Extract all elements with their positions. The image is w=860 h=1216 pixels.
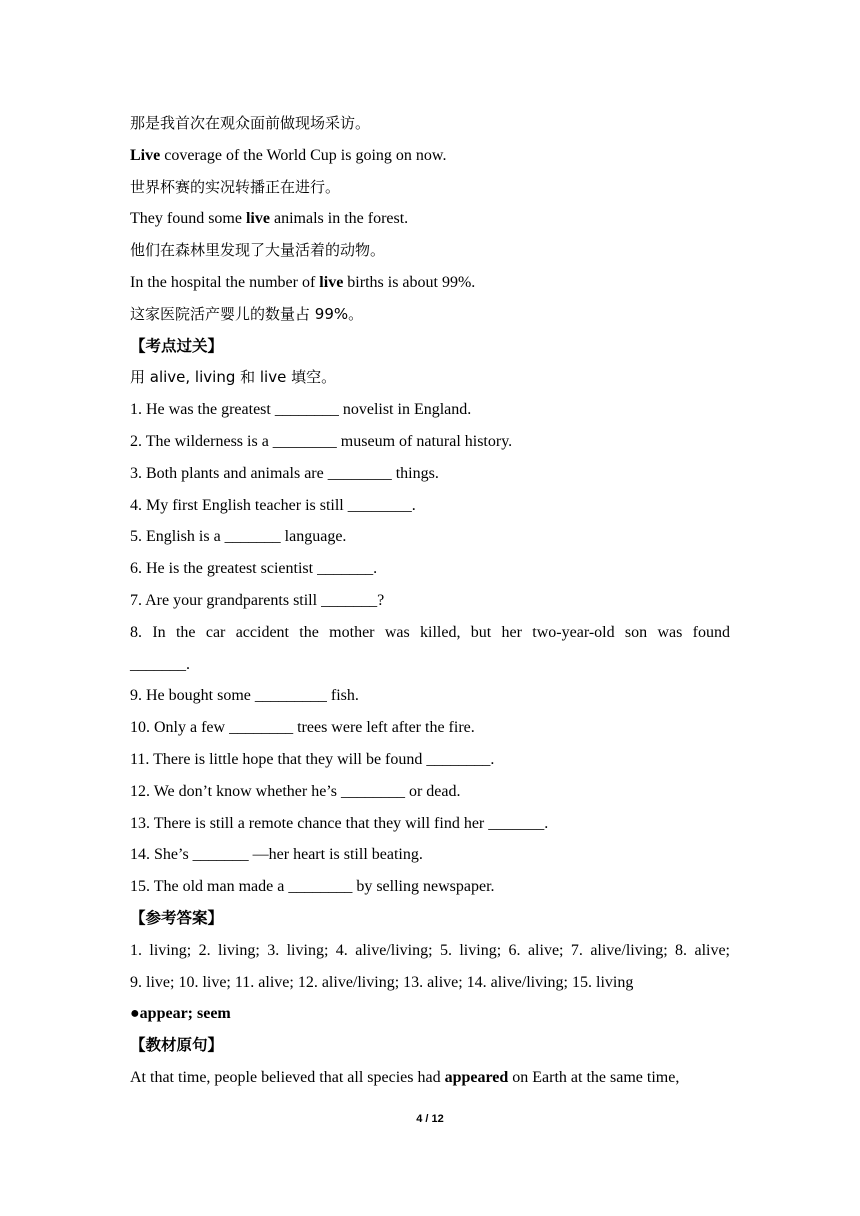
question-item: 12. We don’t know whether he’s ________ or dead. [130,782,461,800]
answer-line: 1. living; 2. living; 3. living; 4. alive/living; 5. living; 6. alive; 7. alive/living; 8. alive; [130,941,730,959]
answer-line: 9. live; 10. live; 11. alive; 12. alive/living; 13. alive; 14. alive/living; 15. living [130,973,634,991]
keyword-live: live [319,273,344,291]
document-page [130,108,730,1094]
keyword-appeared: appeared [444,1068,509,1086]
exercise-instruction: 用 alive, living 和 live 填空。 [130,368,337,387]
question-item-continued: _______. [130,655,190,673]
section-heading-answers: 【参考答案】 [130,908,224,927]
keyword-live: live [245,210,270,228]
question-item: 2. The wilderness is a ________ museum of natural history. [130,432,513,450]
topic-heading: ●appear; seem [130,1005,231,1023]
example-translation-2: 世界杯赛的实况转播正在进行。 [130,177,341,196]
question-item: 1. He was the greatest ________ novelist in England. [130,401,472,419]
question-item: 13. There is still a remote chance that they will find her _______. [130,814,549,832]
question-item: 8. In the car accident the mother was killed, but her two-year-old son was found [130,623,730,641]
example-sentence-3: They found some live animals in the forest. [130,210,409,228]
page-number: 4 / 12 [416,1113,444,1125]
question-item: 6. He is the greatest scientist _______. [130,560,378,578]
question-item: 9. He bought some _________ fish. [130,687,359,705]
question-item: 5. English is a _______ language. [130,528,347,546]
question-item: 15. The old man made a ________ by selling newspaper. [130,878,495,896]
example-translation-4: 这家医院活产婴儿的数量占 99%。 [130,304,364,323]
keyword-live: Live [130,146,161,164]
question-item: 10. Only a few ________ trees were left after the fire. [130,719,475,737]
example-sentence-4: In the hospital the number of live births is about 99%. [130,273,476,291]
question-item: 7. Are your grandparents still _______? [130,591,385,609]
section-heading-practice: 【考点过关】 [130,336,224,355]
question-item: 11. There is little hope that they will be found ________. [130,750,495,768]
question-item: 3. Both plants and animals are ________ things. [130,464,439,482]
section-heading-source: 【教材原句】 [130,1036,224,1055]
question-item: 4. My first English teacher is still ________. [130,496,416,514]
example-translation-1: 那是我首次在观众面前做现场采访。 [130,114,371,132]
example-sentence-2: Live coverage of the World Cup is going on now. [130,146,447,164]
question-item: 14. She’s _______ —her heart is still beating. [130,846,423,864]
example-translation-3: 他们在森林里发现了大量活着的动物。 [130,241,386,260]
source-sentence: At that time, people believed that all species had appeared on Earth at the same time, [130,1068,680,1086]
